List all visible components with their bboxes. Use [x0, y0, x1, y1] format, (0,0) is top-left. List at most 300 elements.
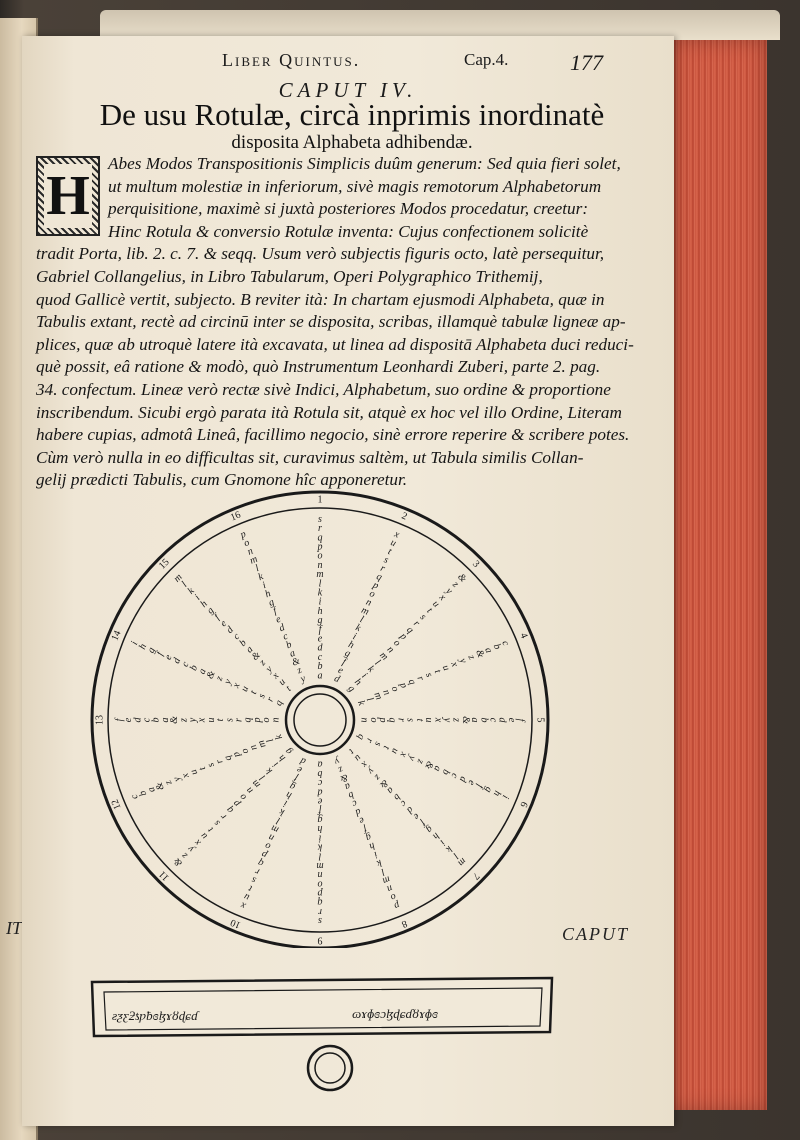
spoke-glyph: p — [230, 797, 243, 810]
spoke-glyph: s — [256, 692, 268, 700]
wheel-hub-outer — [283, 683, 357, 757]
spoke-glyph: u — [439, 663, 452, 673]
spoke-glyph: k — [263, 765, 275, 777]
wheel-number: 7 — [470, 870, 482, 882]
spoke-glyph: p — [397, 681, 410, 690]
spoke-glyph: b — [237, 637, 249, 649]
spoke-glyph: n — [358, 717, 370, 723]
spoke-glyph: k — [185, 585, 197, 597]
spoke-glyph: m — [316, 569, 324, 581]
spoke-glyph: o — [261, 717, 273, 723]
spoke-glyph: y — [263, 663, 275, 675]
spoke-glyph: u — [430, 598, 442, 610]
spoke-glyph: r — [318, 523, 322, 535]
spoke-glyph: i — [359, 670, 370, 681]
spoke-glyph: z — [371, 771, 383, 783]
spoke-glyph: x — [196, 717, 208, 723]
spoke-glyph: x — [397, 750, 410, 759]
spoke-glyph: r — [213, 757, 226, 766]
spoke-glyph: e — [317, 795, 323, 807]
spoke-glyph: z — [336, 763, 345, 776]
text-line: 34. confectum. Lineæ verò rectæ sivè Indici, Alphabetum, suo ordine & proportione — [36, 379, 611, 399]
spoke-glyph: y — [456, 656, 469, 665]
spoke-glyph: k — [365, 663, 377, 675]
spoke-glyph: k — [273, 732, 286, 742]
spoke-glyph: r — [414, 674, 427, 683]
page-number: 177 — [570, 50, 603, 75]
spoke-glyph: p — [371, 579, 381, 592]
spoke-glyph: n — [380, 688, 393, 697]
spoke-glyph: h — [137, 642, 150, 652]
spoke-glyph: i — [351, 631, 358, 643]
spoke-glyph: q — [224, 804, 236, 816]
alphabet-spokes — [114, 514, 526, 926]
ruler-pivot-inner — [315, 1053, 345, 1083]
spoke-glyph: l — [379, 865, 387, 877]
spoke-glyph: p — [397, 630, 410, 643]
spoke-glyph: i — [260, 580, 268, 592]
spoke-glyph: d — [132, 717, 144, 723]
spoke-glyph: b — [188, 663, 201, 673]
spoke-glyph: m — [380, 873, 392, 887]
spoke-glyph: q — [404, 624, 416, 636]
spoke-glyph: x — [358, 758, 370, 770]
spoke-glyph: h — [430, 830, 442, 842]
spoke-glyph: e — [465, 778, 478, 787]
spoke-glyph: y — [443, 585, 455, 597]
spoke-glyph: z — [295, 664, 304, 677]
spoke-glyph: & — [338, 771, 350, 785]
wheel-number: 14 — [109, 628, 124, 643]
text-line: ut multum molestiæ in inferiorum, sivè magis remotorum Alphabetorum — [108, 176, 602, 196]
spoke-glyph: y — [441, 717, 453, 723]
spoke-glyph: q — [256, 856, 266, 869]
spoke-glyph: h — [284, 788, 294, 801]
spoke-glyph: b — [317, 767, 323, 779]
spoke-glyph: y — [187, 717, 199, 723]
spoke-glyph: b — [317, 661, 323, 673]
spoke-glyph: x — [392, 528, 401, 541]
wheel-number: 16 — [228, 509, 243, 524]
spoke-glyph: s — [382, 554, 391, 567]
spoke-glyph: u — [388, 537, 398, 550]
spoke-glyph: z — [162, 778, 175, 787]
spoke-glyph: m — [371, 690, 385, 702]
spoke-glyph: z — [465, 653, 478, 662]
spoke-glyph: y — [185, 843, 197, 855]
spoke-glyph: q — [374, 571, 384, 584]
running-head — [22, 50, 674, 76]
spoke-glyph: g — [482, 785, 495, 795]
spoke-glyph: r — [395, 718, 407, 722]
spoke-glyph: b — [439, 767, 452, 777]
spoke-glyph: n — [385, 882, 395, 895]
spoke-glyph: m — [255, 738, 269, 750]
spoke-glyph: s — [422, 671, 435, 679]
wheel-number: 5 — [534, 717, 546, 723]
spoke-glyph: z — [414, 757, 427, 766]
spoke-glyph: m — [359, 604, 371, 618]
spoke-glyph: m — [171, 571, 185, 585]
book-page — [22, 36, 674, 1126]
spoke-glyph: l — [318, 578, 322, 590]
spoke-glyph: i — [270, 759, 281, 770]
spoke-glyph: k — [317, 587, 323, 599]
spoke-glyph: f — [318, 804, 322, 816]
spoke-glyph: s — [211, 817, 223, 829]
spoke-glyph: a — [384, 784, 396, 796]
spoke-glyph: f — [154, 650, 166, 658]
spoke-glyph: g — [343, 647, 352, 660]
spoke-glyph: o — [237, 791, 249, 803]
spoke-glyph: d — [496, 717, 508, 723]
spoke-glyph: z — [179, 850, 190, 861]
spoke-glyph: & — [171, 855, 185, 869]
spoke-glyph: g — [145, 645, 158, 655]
text-line: gelij prædicti Tabulis, cum Gnomone hîc apponeretur. — [36, 470, 408, 490]
wheel-number: 8 — [399, 917, 409, 930]
spoke-glyph: s — [318, 915, 322, 927]
spoke-glyph: m — [269, 822, 281, 836]
spoke-glyph: g — [283, 745, 295, 757]
spoke-glyph: m — [248, 553, 260, 567]
spoke-glyph: a — [482, 645, 495, 655]
spoke-glyph: o — [317, 878, 323, 890]
spoke-glyph: u — [388, 746, 401, 756]
spoke-glyph: g — [288, 780, 297, 793]
spoke-glyph: e — [218, 618, 230, 630]
spoke-glyph: n — [317, 559, 323, 571]
spoke-glyph: l — [257, 772, 268, 783]
spoke-glyph: & — [169, 716, 181, 724]
spoke-glyph: l — [372, 657, 383, 668]
spoke-glyph: i — [372, 848, 380, 860]
spoke-glyph: i — [437, 837, 448, 848]
spoke-glyph: x — [230, 681, 243, 690]
spoke-glyph: y — [298, 673, 308, 686]
spoke-glyph: z — [213, 674, 226, 683]
spoke-glyph: p — [317, 541, 323, 553]
spoke-glyph: i — [499, 793, 511, 801]
spoke-glyph: y — [332, 754, 342, 767]
spoke-glyph: x — [192, 836, 204, 848]
spoke-glyph: i — [129, 639, 141, 647]
spoke-glyph: u — [198, 830, 210, 842]
spoke-glyph: c — [499, 639, 512, 648]
spoke-glyph: l — [253, 563, 261, 575]
spoke-glyph: m — [249, 777, 263, 791]
spoke-glyph: n — [245, 545, 255, 558]
spoke-glyph: d — [332, 673, 342, 686]
spoke-glyph: t — [380, 744, 392, 751]
spoke-glyph: & — [377, 777, 391, 791]
wheel-number: 11 — [156, 868, 172, 884]
spoke-glyph: d — [456, 774, 469, 784]
spoke-glyph: f — [417, 817, 428, 828]
spoke-glyph: b — [137, 788, 150, 798]
spoke-glyph: a — [469, 717, 481, 723]
spoke-glyph: o — [388, 890, 398, 903]
spoke-glyph: o — [367, 717, 379, 723]
spoke-glyph: b — [150, 717, 162, 723]
spoke-glyph: i — [282, 797, 289, 809]
chapter-title: De usu Rotulæ, circà inprimis inordinatè — [99, 97, 605, 132]
spoke-glyph: h — [367, 839, 377, 852]
spoke-glyph: t — [346, 746, 357, 757]
spoke-glyph: k — [277, 805, 287, 818]
spoke-glyph: x — [270, 670, 282, 682]
caput-heading: CAPUT IV. — [278, 78, 418, 102]
text-line: tradit Porta, lib. 2. c. 7. & seqq. Usum verò subjectis figuris octo, latè persequitur, — [36, 244, 605, 264]
spoke-glyph: z — [450, 579, 461, 590]
spoke-glyph: h — [352, 676, 364, 688]
spoke-glyph: o — [242, 537, 252, 550]
spoke-glyph: r — [363, 736, 376, 745]
wheel-number: 10 — [228, 916, 243, 931]
spoke-glyph: e — [317, 633, 323, 645]
spoke-glyph: & — [473, 648, 487, 660]
spoke-glyph: r — [233, 718, 245, 722]
wheel-hub-inner — [294, 694, 346, 746]
spoke-glyph: n — [267, 831, 276, 844]
chapter-subtitle: disposita Alphabeta adhibendæ. — [231, 132, 473, 153]
spoke-glyph: f — [318, 624, 322, 636]
spoke-glyph: e — [162, 653, 175, 662]
text-line: plices, quæ ab utroquè latere ità excavata, ut linea ad dispositā Alphabeta duci reduci- — [36, 334, 634, 354]
spoke-glyph: t — [205, 824, 216, 835]
spoke-glyph: p — [377, 717, 389, 723]
running-head-title: Liber Quintus. — [222, 50, 361, 70]
spoke-glyph: o — [263, 839, 273, 852]
spoke-glyph: a — [288, 647, 297, 660]
ruler-body — [92, 978, 552, 1036]
spoke-glyph: k — [353, 622, 363, 635]
ruler-left-text: ƨƺƹƻƾƿƀɞɮɤȣɖɕɗ — [112, 1008, 198, 1023]
wheel-number: 2 — [399, 510, 409, 523]
running-head-chapter: Cap.4. — [464, 50, 509, 69]
spoke-glyph: b — [391, 791, 403, 803]
spoke-glyph: z — [257, 657, 269, 669]
spoke-glyph: a — [343, 780, 352, 793]
spoke-glyph: q — [222, 753, 235, 763]
spoke-glyph: & — [455, 571, 469, 585]
spoke-glyph: g — [345, 683, 357, 695]
spoke-glyph: l — [318, 850, 322, 862]
spoke-glyph: m — [316, 859, 324, 871]
ruler-right-text: ɷɤɸɞɔɮɖɕɗȣɤɸɞ — [352, 1006, 439, 1021]
spoke-glyph: h — [317, 605, 323, 617]
spoke-glyph: x — [432, 717, 444, 723]
spoke-glyph: u — [239, 684, 252, 694]
spoke-glyph: d — [317, 786, 323, 798]
spoke-glyph: p — [251, 717, 263, 723]
spoke-glyph: f — [271, 605, 279, 617]
spoke-glyph: n — [317, 869, 323, 881]
text-line: Hinc Rotula & conversio Rotulæ inventa: Cujus confectionem solicitè — [108, 221, 589, 241]
spoke-glyph: g — [204, 604, 217, 617]
spoke-glyph: i — [318, 596, 322, 608]
wheel-number: 13 — [94, 715, 106, 725]
spoke-glyph: p — [317, 887, 323, 899]
spoke-glyph: d — [171, 656, 184, 666]
spoke-glyph: q — [317, 896, 323, 908]
spoke-glyph: k — [256, 571, 265, 584]
spoke-glyph: a — [431, 764, 444, 773]
spoke-glyph: t — [283, 683, 294, 694]
spoke-glyph: a — [317, 670, 323, 682]
spoke-glyph: n — [384, 644, 396, 656]
body-text — [36, 154, 636, 493]
wheel-number: 3 — [470, 558, 482, 570]
spoke-glyph: l — [358, 614, 365, 626]
spoke-glyph: k — [317, 841, 323, 853]
spoke-glyph: c — [397, 797, 409, 809]
spoke-glyph: r — [218, 811, 229, 822]
spoke-glyph: x — [436, 592, 448, 604]
spoke-glyph: e — [336, 664, 345, 677]
spoke-glyph: c — [317, 651, 323, 663]
spoke-glyph: s — [404, 718, 416, 722]
spoke-glyph: d — [317, 642, 323, 654]
spoke-glyph: s — [318, 513, 322, 525]
spoke-glyph: d — [404, 804, 416, 816]
spoke-glyph: x — [179, 771, 192, 780]
spoke-glyph: f — [292, 772, 300, 784]
spoke-glyph: k — [354, 698, 367, 708]
spoke-glyph: h — [198, 598, 210, 610]
spoke-glyph: t — [386, 546, 394, 558]
spoke-glyph: y — [222, 677, 235, 687]
spoke-glyph: b — [346, 788, 356, 801]
spoke-glyph: d — [277, 622, 287, 635]
text-line: habere cupias, admotâ Lineâ, facillimo negocio, sinè errore reperire & scribere potes. — [36, 425, 630, 445]
spoke-glyph: x — [239, 899, 248, 912]
text-line: quod Gallicè vertit, subjecto. B reviter ità: In chartam ejusmodi Alphabeta, quæ in — [36, 289, 605, 309]
spoke-glyph: e — [357, 814, 366, 827]
text-line: Gabriel Collangelius, in Libro Tabularum, Operi Polygraphico Trithemij, — [36, 266, 543, 286]
spoke-glyph: d — [298, 754, 308, 767]
text-line: Abes Modos Transpositionis Simplicis duûm generum: Sed quia fieri solet, — [108, 154, 621, 173]
cipher-wheel-diagram — [82, 488, 562, 948]
spoke-glyph: g — [423, 823, 436, 836]
spoke-glyph: m — [455, 855, 469, 869]
spoke-glyph: c — [179, 660, 192, 669]
spoke-glyph: e — [295, 763, 304, 776]
spoke-glyph: s — [417, 611, 429, 623]
catchword: CAPUT — [562, 924, 630, 944]
spoke-glyph: d — [353, 805, 363, 818]
spoke-glyph: r — [253, 865, 262, 878]
spoke-glyph: o — [367, 588, 377, 601]
spoke-glyph: h — [276, 752, 288, 764]
spoke-glyph: p — [259, 848, 269, 861]
spoke-glyph: n — [247, 743, 260, 752]
spoke-glyph: l — [450, 850, 461, 861]
spoke-glyph: q — [273, 698, 286, 708]
spoke-glyph: c — [281, 630, 290, 643]
spoke-glyph: & — [459, 716, 471, 724]
spoke-glyph: m — [377, 649, 391, 663]
spoke-glyph: f — [361, 823, 369, 835]
text-line: Cùm verò nulla in eo difficultas sit, curavimus saltèm, ut Tabula similis Collan- — [36, 447, 584, 467]
spoke-glyph: d — [224, 624, 236, 636]
initial-letter: H — [44, 164, 92, 228]
wheel-number: 9 — [317, 934, 323, 946]
spoke-glyph: c — [350, 797, 359, 810]
spoke-glyph: h — [346, 639, 356, 652]
spoke-glyph: y — [171, 775, 184, 784]
spoke-glyph: q — [317, 532, 323, 544]
spoke-glyph: l — [264, 737, 277, 744]
spoke-glyph: b — [478, 717, 490, 723]
spoke-glyph: b — [284, 639, 294, 652]
spoke-glyph: k — [443, 843, 455, 855]
spoke-glyph: f — [113, 718, 125, 722]
spoke-glyph: c — [128, 792, 141, 801]
spoke-glyph: e — [123, 717, 135, 723]
spoke-glyph: r — [378, 562, 387, 575]
spoke-glyph: o — [388, 684, 401, 694]
red-page-edges — [668, 40, 767, 1110]
spoke-glyph: u — [205, 717, 217, 723]
wheel-number: 15 — [156, 556, 172, 572]
spoke-glyph: n — [364, 596, 373, 609]
spoke-glyph: & — [153, 780, 167, 792]
spoke-glyph: h — [490, 788, 503, 798]
spoke-glyph: c — [448, 771, 461, 780]
spoke-glyph: c — [231, 631, 243, 643]
spoke-glyph: & — [422, 759, 436, 771]
spoke-glyph: p — [238, 528, 248, 541]
spoke-glyph: q — [354, 732, 367, 742]
spoke-glyph: q — [405, 677, 418, 687]
spoke-glyph: e — [274, 613, 283, 626]
spoke-glyph: c — [317, 777, 323, 789]
wheel-number: 12 — [109, 797, 124, 812]
spoke-glyph: u — [423, 717, 435, 723]
spoke-glyph: u — [242, 890, 252, 903]
left-page-fragment: IT — [6, 918, 23, 938]
spoke-glyph: f — [474, 782, 486, 790]
spoke-glyph: & — [249, 649, 263, 663]
spoke-glyph: n — [244, 784, 256, 796]
spoke-glyph: & — [290, 655, 302, 669]
spoke-glyph: s — [249, 873, 258, 886]
spoke-glyph: h — [317, 823, 323, 835]
text-line: perquisitione, maximè si juxtà posteriores Modos procedatur, creetur: — [108, 199, 589, 219]
spoke-glyph: r — [264, 695, 277, 704]
spoke-glyph: f — [212, 612, 223, 623]
spoke-glyph: t — [424, 605, 435, 616]
spoke-glyph: h — [263, 588, 273, 601]
spoke-glyph: o — [391, 637, 403, 649]
spoke-glyph: c — [141, 717, 153, 723]
wheel-number: 6 — [517, 799, 530, 809]
spoke-glyph: f — [515, 718, 527, 722]
spoke-glyph: p — [392, 899, 402, 912]
spoke-glyph: y — [365, 765, 377, 777]
spoke-glyph: g — [364, 831, 373, 844]
spoke-glyph: t — [246, 882, 254, 894]
spoke-glyph: t — [413, 718, 425, 722]
wheel-number: 1 — [317, 494, 323, 506]
spoke-glyph: r — [318, 905, 322, 917]
spoke-glyph: u — [352, 752, 364, 764]
spoke-glyph: g — [317, 813, 323, 825]
spoke-glyph: x — [448, 660, 461, 669]
text-line: inscribendum. Sicubi ergò parata ità Rotula sit, atquè ex hoc vel illo Ordine, Literam — [36, 402, 622, 422]
spoke-glyph: t — [197, 765, 209, 772]
